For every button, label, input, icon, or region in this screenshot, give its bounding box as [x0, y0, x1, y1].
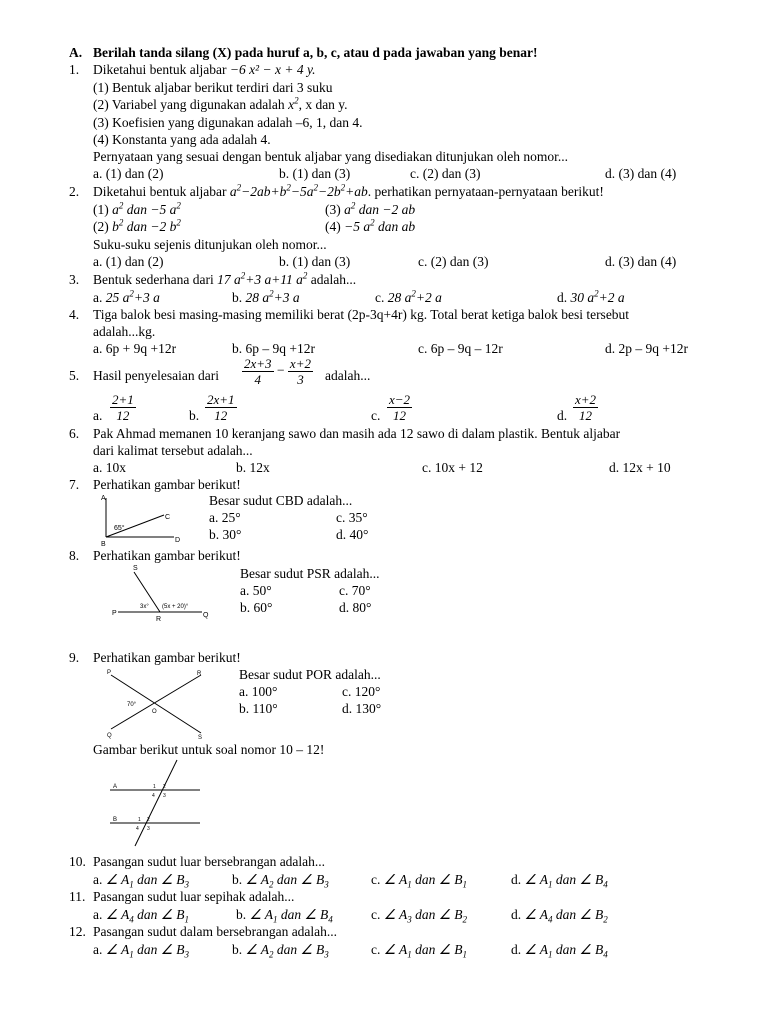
q1-option-a[interactable]: a. (1) dan (2) [93, 166, 164, 181]
q8-angle-2: (5x + 20)° [162, 604, 189, 610]
q5-option-c-label: c. [371, 408, 381, 423]
q2-option-d[interactable]: d. (3) dan (4) [605, 254, 677, 269]
q1-expression: −6 x² − x + 4 y. [229, 62, 316, 77]
a-angle-4: 4 [152, 793, 155, 799]
q3-stem: Bentuk sederhana dari 17 $a^2+3$ a+11 $a^2$ adalah... [93, 270, 357, 287]
q10-option-c[interactable]: c. ∠ $A_1$ dan ∠ $B_1$ [371, 872, 467, 890]
q6-line-2: dari kalimat tersebut adalah... [93, 443, 253, 458]
q9-question: Besar sudut POR adalah... [239, 667, 381, 682]
q2-number: 2. [69, 184, 80, 199]
q9-angle-figure [104, 666, 214, 742]
q9-option-c[interactable]: c. 120° [342, 684, 381, 699]
q4-line-1: Tiga balok besi masing-masing memiliki berat (2p-3q+4r) kg. Total berat ketiga balok besi tersebut [93, 307, 630, 322]
b-angle-2: 2 [147, 817, 150, 823]
q9-angle-label: 70° [127, 702, 137, 708]
q8-label-q: Q [203, 612, 209, 619]
q8-option-b[interactable]: b. 60° [240, 600, 273, 615]
q5-tail: adalah... [325, 368, 371, 383]
q5-expression: $\frac{2x+3}{4}$ − $\frac{x+2}{3}$ [244, 356, 311, 387]
q6-option-c[interactable]: c. 10x + 12 [422, 460, 483, 475]
q8-angle-1: 3x° [140, 604, 149, 610]
q10-stem: Pasangan sudut luar bersebrangan adalah... [93, 854, 326, 869]
q12-option-a[interactable]: a. ∠ $A_1$ dan ∠ $B_3$ [93, 942, 189, 960]
q8-option-a[interactable]: a. 50° [240, 583, 272, 598]
q1-option-d[interactable]: d. (3) dan (4) [605, 166, 677, 181]
q12-number: 12. [69, 924, 86, 939]
q12-stem: Pasangan sudut dalam bersebrangan adalah... [93, 924, 338, 939]
q8-option-c[interactable]: c. 70° [339, 583, 371, 598]
q11-option-b[interactable]: b. ∠ $A_1$ dan ∠ $B_4$ [236, 907, 333, 925]
q7-question: Besar sudut CBD adalah... [209, 493, 353, 508]
q5-number: 5. [69, 368, 80, 383]
q10-option-b[interactable]: b. ∠ $A_2$ dan ∠ $B_3$ [232, 872, 329, 890]
q7-option-c[interactable]: c. 35° [336, 510, 368, 525]
q4-option-a[interactable]: a. 6p + 9q +12r [93, 341, 177, 356]
q1-number: 1. [69, 62, 80, 77]
figure-caption: Gambar berikut untuk soal nomor 10 – 12! [93, 742, 325, 757]
q11-option-d[interactable]: d. ∠ $A_4$ dan ∠ $B_2$ [511, 907, 608, 925]
q2-option-c[interactable]: c. (2) dan (3) [418, 254, 489, 269]
q8-angle-figure [110, 562, 215, 624]
q8-label-p: P [112, 610, 117, 617]
q5-stem: Hasil penyelesaian dari [93, 368, 219, 383]
q11-option-c[interactable]: c. ∠ $A_3$ dan ∠ $B_2$ [371, 907, 467, 925]
q7-label-c: C [165, 514, 171, 521]
q7-stem: Perhatikan gambar berikut! [93, 477, 241, 492]
q11-number: 11. [69, 889, 86, 904]
q1-statement-3: (3) Koefisien yang digunakan adalah –6, 1, dan 4. [93, 115, 363, 130]
q7-label-a: A [101, 495, 106, 502]
q8-option-d[interactable]: d. 80° [339, 600, 372, 615]
q7-number: 7. [69, 477, 80, 492]
q4-option-c[interactable]: c. 6p – 9q – 12r [418, 341, 503, 356]
q5-option-d-label: d. [557, 408, 568, 423]
q9-label-q: Q [107, 733, 112, 739]
q12-option-d[interactable]: d. ∠ $A_1$ dan ∠ $B_4$ [511, 942, 608, 960]
q1-stem: Diketahui bentuk aljabar −6 x² − x + 4 y. [93, 62, 316, 77]
q9-option-b[interactable]: b. 110° [239, 701, 278, 716]
q7-option-a[interactable]: a. 25° [209, 510, 241, 525]
q5-option-c[interactable]: $\frac{x-2}{12}$ [389, 392, 411, 423]
q1-question: Pernyataan yang sesuai dengan bentuk aljabar yang disediakan ditunjukan oleh nomor... [93, 149, 568, 164]
q10-number: 10. [69, 854, 86, 869]
q2-question: Suku-suku sejenis ditunjukan oleh nomor... [93, 237, 327, 252]
q10-option-a[interactable]: a. ∠ $A_1$ dan ∠ $B_3$ [93, 872, 189, 890]
q7-label-d: D [175, 537, 181, 544]
label-a: A [113, 784, 118, 790]
q12-option-b[interactable]: b. ∠ $A_2$ dan ∠ $B_3$ [232, 942, 329, 960]
q9-label-s: S [198, 735, 203, 741]
q9-label-o: O [152, 709, 157, 715]
q2-statement-3: (3) $a^2$ dan −2 ab [325, 200, 416, 217]
q12-option-c[interactable]: c. ∠ $A_1$ dan ∠ $B_1$ [371, 942, 467, 960]
q5-option-d[interactable]: $\frac{x+2}{12}$ [575, 392, 597, 423]
q1-statement-1: (1) Bentuk aljabar berikut terdiri dari 3 suku [93, 80, 333, 95]
q2-statement-4: (4) −5 $a^2$ dan ab [325, 217, 416, 234]
q10-option-d[interactable]: d. ∠ $A_1$ dan ∠ $B_4$ [511, 872, 608, 890]
q8-label-r: R [156, 616, 162, 623]
b-angle-4: 4 [136, 826, 139, 832]
q2-stem: Diketahui bentuk aljabar $a^2-2ab+b^2-5a^2-2b^2+ab$. perhatikan pernyataan-pernyataan berikut! [93, 182, 604, 199]
q7-angle-figure [98, 492, 188, 548]
q7-option-d[interactable]: d. 40° [336, 527, 369, 542]
q3-option-c[interactable]: c. 28 $a^2+2$ a [375, 288, 442, 305]
q1-option-b[interactable]: b. (1) dan (3) [279, 166, 351, 181]
a-angle-1: 1 [153, 784, 156, 790]
q5-option-a[interactable]: $\frac{2+1}{12}$ [112, 392, 134, 423]
q3-option-b[interactable]: b. 28 $a^2+3$ a [232, 288, 300, 305]
q8-question: Besar sudut PSR adalah... [240, 566, 380, 581]
label-b: B [113, 817, 118, 823]
q9-number: 9. [69, 650, 80, 665]
parallel-lines-figure [105, 758, 205, 848]
q1-statement-2: (2) Variabel yang digunakan adalah $x^2$, x dan y. [93, 95, 348, 112]
q6-number: 6. [69, 426, 80, 441]
section-label: A. [69, 45, 83, 60]
q4-option-b[interactable]: b. 6p – 9q +12r [232, 341, 315, 356]
q9-label-p: P [107, 670, 112, 676]
q1-option-c[interactable]: c. (2) dan (3) [410, 166, 481, 181]
q4-line-2: adalah...kg. [93, 324, 156, 339]
q6-line-1: Pak Ahmad memanen 10 keranjang sawo dan masih ada 12 sawo di dalam plastik. Bentuk aljabar [93, 426, 621, 441]
q7-label-b: B [101, 541, 106, 548]
q11-stem: Pasangan sudut luar sepihak adalah... [93, 889, 295, 904]
q4-option-d[interactable]: d. 2p – 9q +12r [605, 341, 688, 356]
q9-option-d[interactable]: d. 130° [342, 701, 382, 716]
q3-option-d[interactable]: d. 30 $a^2+2$ a [557, 288, 625, 305]
q6-option-d[interactable]: d. 12x + 10 [609, 460, 671, 475]
b-angle-3: 3 [147, 826, 150, 832]
q1-statement-4: (4) Konstanta yang ada adalah 4. [93, 132, 271, 147]
q11-option-a[interactable]: a. ∠ $A_4$ dan ∠ $B_1$ [93, 907, 189, 925]
q7-option-b[interactable]: b. 30° [209, 527, 242, 542]
q6-option-a[interactable]: a. 10x [93, 460, 126, 475]
q9-label-r: R [197, 671, 202, 677]
q2-option-a[interactable]: a. (1) dan (2) [93, 254, 164, 269]
q7-angle-label: 65° [114, 525, 125, 532]
q3-number: 3. [69, 272, 80, 287]
section-instruction: Berilah tanda silang (X) pada huruf a, b, c, atau d pada jawaban yang benar! [93, 45, 538, 60]
q4-number: 4. [69, 307, 80, 322]
a-angle-3: 3 [163, 793, 166, 799]
q8-stem: Perhatikan gambar berikut! [93, 548, 241, 563]
q5-option-b-label: b. [189, 408, 200, 423]
b-angle-1: 1 [138, 817, 141, 823]
q5-option-a-label: a. [93, 408, 103, 423]
q3-option-a[interactable]: a. 25 $a^2+3$ a [93, 288, 160, 305]
a-angle-2: 2 [163, 784, 166, 790]
q9-option-a[interactable]: a. 100° [239, 684, 278, 699]
q2-statement-2: (2) $b^2$ dan −2 $b^2$ [93, 217, 181, 234]
q2-statement-1: (1) $a^2$ dan −5 $a^2$ [93, 200, 181, 217]
q5-option-b[interactable]: $\frac{2x+1}{12}$ [207, 392, 235, 423]
q2-option-b[interactable]: b. (1) dan (3) [279, 254, 351, 269]
q8-label-s: S [133, 565, 138, 572]
q9-stem: Perhatikan gambar berikut! [93, 650, 241, 665]
q8-number: 8. [69, 548, 80, 563]
q6-option-b[interactable]: b. 12x [236, 460, 270, 475]
